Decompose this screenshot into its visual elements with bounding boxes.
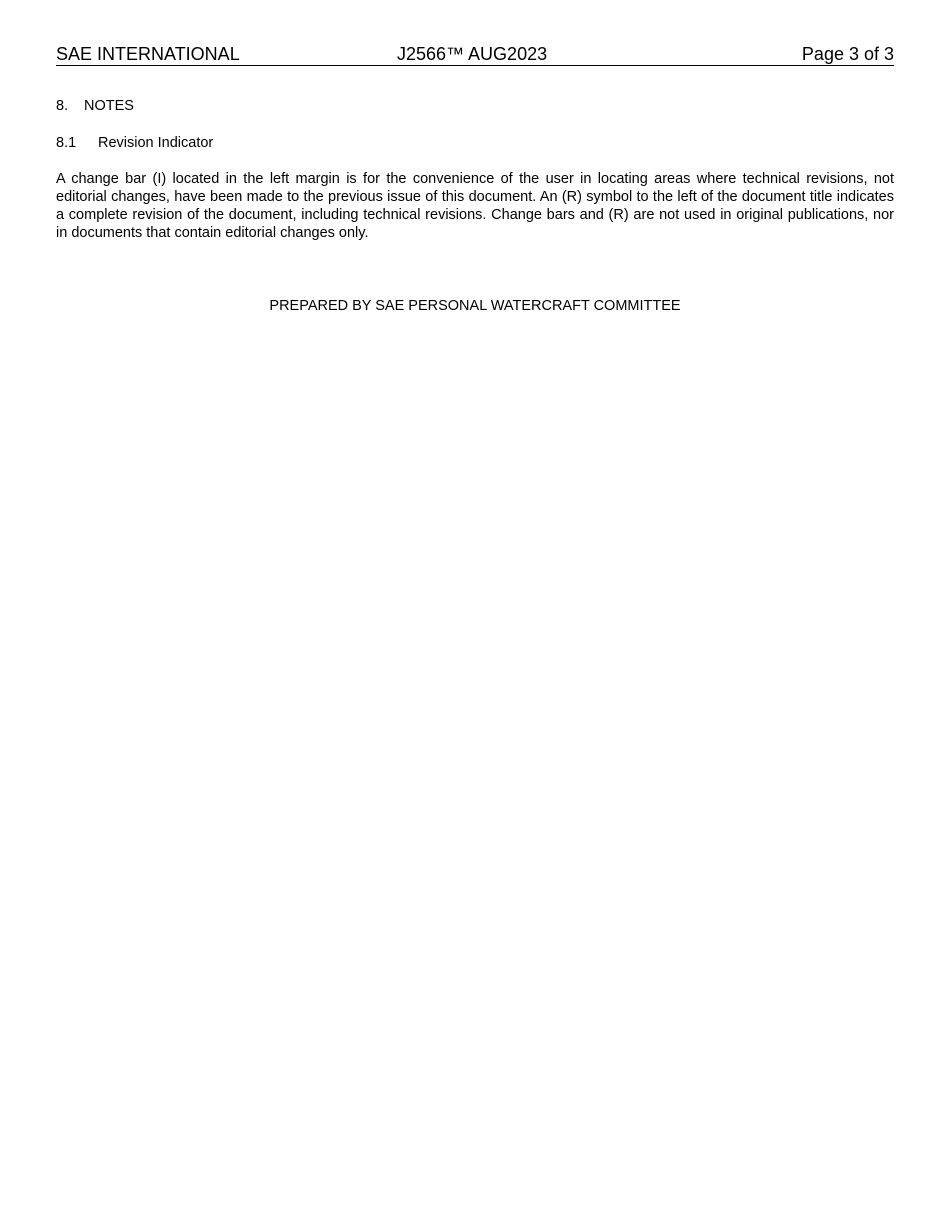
header-organization: SAE INTERNATIONAL (56, 44, 240, 64)
section-number: 8. (56, 98, 69, 114)
revision-indicator-paragraph: A change bar (I) located in the left margin is for the convenience of the user in locating areas where technical revisions, not editorial changes, have been made to the previous issue of this document. An (R) symbol to the left of the document title indicates a complete revision of the document, including technical revisions. Change bars and (R) are not used in original publications, nor in documents that contain editorial changes only. (56, 171, 894, 241)
prepared-by-statement: PREPARED BY SAE PERSONAL WATERCRAFT COMMITTEE (269, 298, 681, 314)
section-title: NOTES (84, 98, 134, 114)
subsection-number: 8.1 (56, 135, 77, 151)
subsection-heading (56, 134, 213, 152)
header-document-id: J2566™ AUG2023 (397, 44, 548, 64)
header-page-info: Page 3 of 3 (801, 44, 894, 64)
subsection-title: Revision Indicator (98, 135, 214, 151)
section-heading (56, 97, 134, 115)
page-header (56, 43, 894, 66)
